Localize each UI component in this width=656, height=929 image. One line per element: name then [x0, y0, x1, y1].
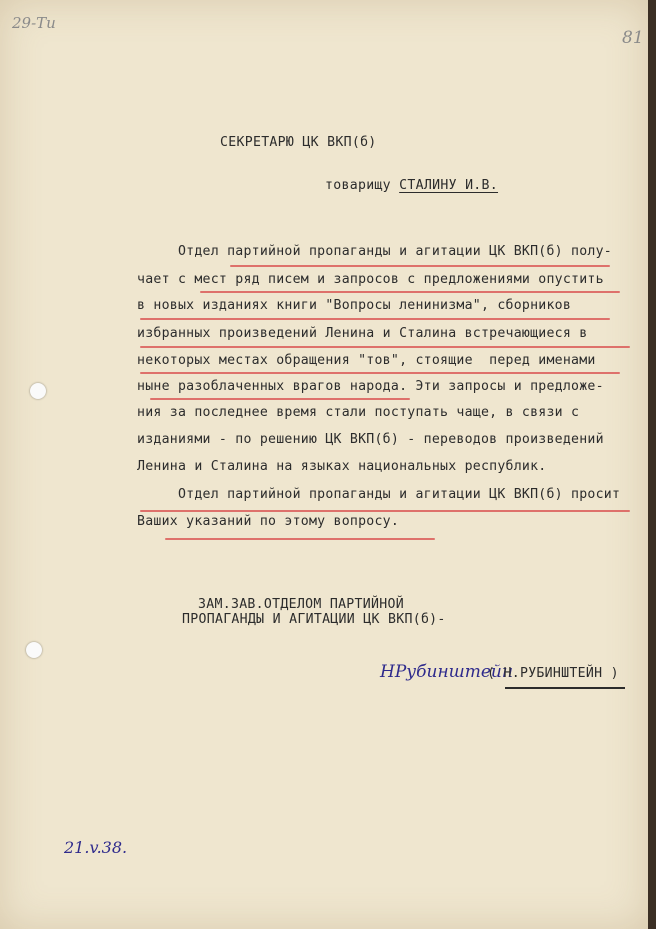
body-line: чает с мест ряд писем и запросов с предложениями опустить	[137, 272, 604, 287]
signature-underline	[505, 687, 625, 689]
signature-title-line-2: ПРОПАГАНДЫ И АГИТАЦИИ ЦК ВКП(б)-	[182, 612, 446, 627]
body-line: изданиями - по решению ЦК ВКП(б) - переводов произведений	[137, 432, 604, 447]
body-line: Ленина и Сталина на языках национальных республик.	[137, 459, 547, 474]
addressee-salutation: товарищу	[325, 178, 400, 193]
signatory-name: ( Н.РУБИНШТЕЙН )	[487, 666, 619, 681]
red-underline	[150, 398, 410, 400]
red-underline	[200, 291, 620, 293]
red-underline	[140, 346, 630, 348]
pencil-note-top-left: 29-Ти	[12, 14, 56, 32]
body-line: избранных произведений Ленина и Сталина встречающиеся в	[137, 326, 588, 341]
body-line: Отдел партийной пропаганды и агитации ЦК ВКП(б) полу-	[137, 244, 612, 259]
punch-hole-top	[30, 383, 46, 399]
handwritten-signature: НРубинштейн	[380, 662, 514, 682]
addressee-line-2	[325, 178, 498, 193]
body-line: ныне разоблаченных врагов народа. Эти запросы и предложе-	[137, 379, 604, 394]
body-line: Отдел партийной пропаганды и агитации ЦК ВКП(б) просит	[137, 487, 621, 502]
addressee-name: СТАЛИНУ И.В.	[399, 178, 499, 193]
red-underline	[140, 510, 630, 512]
handwritten-date: 21.v.38.	[64, 838, 128, 857]
red-underline	[165, 538, 435, 540]
page-edge	[648, 0, 656, 929]
red-underline	[140, 318, 610, 320]
body-line: Ваших указаний по этому вопросу.	[137, 514, 400, 529]
punch-hole-bottom	[26, 642, 42, 658]
page-number: 81	[622, 28, 644, 48]
body-line: некоторых местах обращения "тов", стоящие перед именами	[137, 353, 596, 368]
body-line: ния за последнее время стали поступать чаще, в связи с	[137, 405, 580, 420]
signature-title-line-1: ЗАМ.ЗАВ.ОТДЕЛОМ ПАРТИЙНОЙ	[198, 597, 404, 612]
red-underline	[230, 265, 610, 267]
body-line: в новых изданиях книги "Вопросы ленинизма", сборников	[137, 298, 572, 313]
red-underline	[140, 372, 620, 374]
addressee-line-1: СЕКРЕТАРЮ ЦК ВКП(б)	[220, 135, 377, 150]
